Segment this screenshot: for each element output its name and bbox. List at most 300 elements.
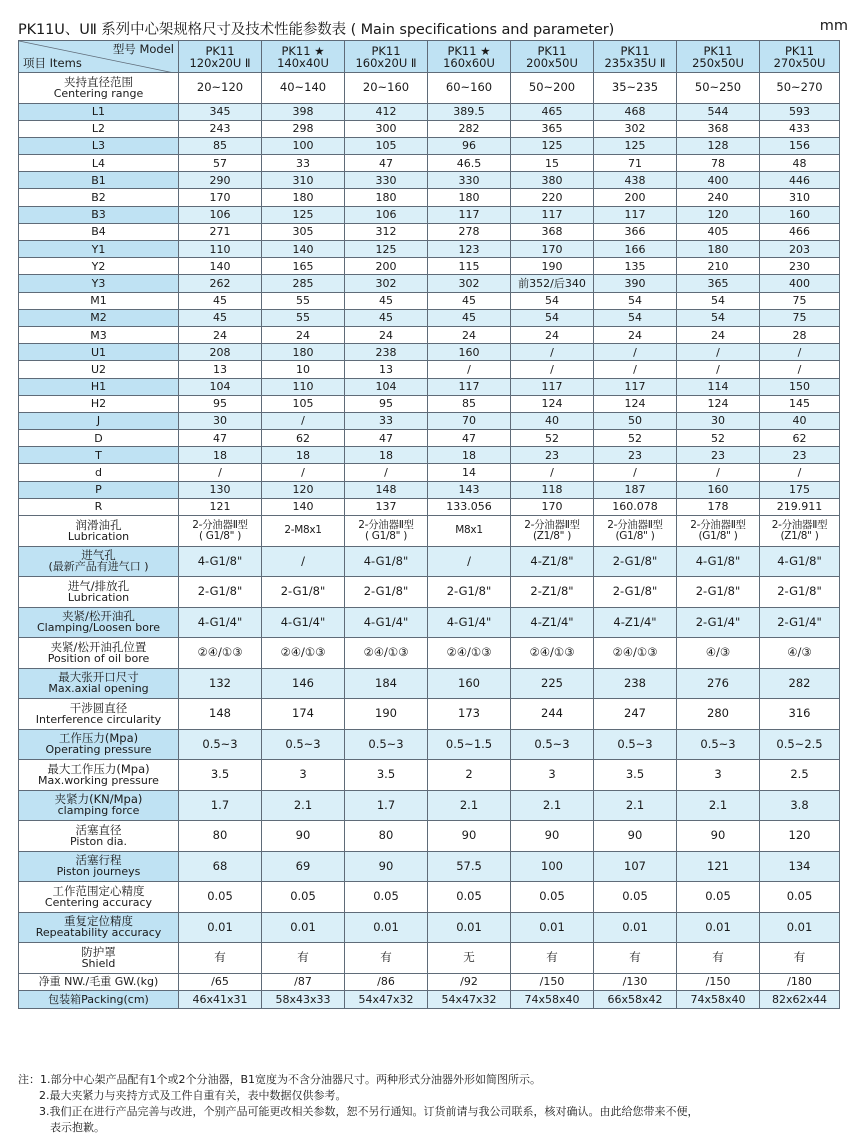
row-label: d [19, 464, 179, 481]
table-cell: 0.01 [179, 912, 262, 943]
table-cell: ②④/①③ [594, 638, 677, 669]
model-line1: PK11 [620, 43, 650, 58]
table-cell: /65 [179, 973, 262, 990]
table-cell: 0.05 [262, 882, 345, 913]
table-cell: 544 [677, 103, 760, 120]
table-cell: 4-G1/8" [677, 546, 760, 577]
table-cell: ④/③ [677, 638, 760, 669]
header-row [19, 41, 840, 73]
table-cell: 55 [262, 292, 345, 309]
table-cell: 24 [345, 326, 428, 343]
table-cell: 有 [760, 943, 840, 974]
table-cell: 45 [428, 309, 511, 326]
table-cell: 23 [511, 447, 594, 464]
table-cell [428, 516, 511, 547]
model-line1: PK11 [205, 43, 235, 58]
table-cell: /130 [594, 973, 677, 990]
row-label-en: Centering range [53, 86, 144, 100]
table-cell: 54 [677, 309, 760, 326]
table-cell: 68 [179, 851, 262, 882]
table-cell: 438 [594, 172, 677, 189]
table-cell: 125 [594, 137, 677, 154]
table-cell: 230 [760, 258, 840, 275]
note-line: 2.最大夹紧力与夹持方式及工件自重有关，表中数据仅供参考。 [39, 1089, 347, 1102]
table-row [19, 241, 840, 258]
table-cell: 400 [677, 172, 760, 189]
table-row [19, 206, 840, 223]
table-cell: /87 [262, 973, 345, 990]
model-header [594, 41, 677, 73]
model-line2: 250x50U [692, 55, 744, 70]
table-cell: 125 [345, 241, 428, 258]
table-cell: 106 [345, 206, 428, 223]
table-cell: 47 [345, 430, 428, 447]
model-header [760, 41, 840, 73]
table-cell: 117 [511, 206, 594, 223]
table-cell: 225 [511, 668, 594, 699]
table-cell: 2-G1/8" [594, 577, 677, 608]
table-cell: 45 [345, 292, 428, 309]
table-cell: 203 [760, 241, 840, 258]
row-label: Y1 [19, 241, 179, 258]
table-cell: 0.01 [345, 912, 428, 943]
model-line1: PK11 ★ [281, 43, 325, 58]
model-line2: 160x20U Ⅱ [355, 55, 417, 70]
table-cell: /180 [760, 973, 840, 990]
table-cell: 150 [760, 378, 840, 395]
table-cell: 298 [262, 120, 345, 137]
table-cell: 134 [760, 851, 840, 882]
table-cell: 278 [428, 223, 511, 240]
table-cell [677, 516, 760, 547]
row-label-en: Max.axial opening [48, 682, 149, 696]
model-header [179, 41, 262, 73]
table-row [19, 326, 840, 343]
table-cell: 4-G1/4" [179, 607, 262, 638]
row-label: H1 [19, 378, 179, 395]
table-cell: 30 [179, 412, 262, 429]
table-cell: 120 [262, 481, 345, 498]
table-cell: 175 [760, 481, 840, 498]
table-row [19, 729, 840, 760]
table-cell: 10 [262, 361, 345, 378]
table-cell: 18 [262, 447, 345, 464]
table-cell: 310 [262, 172, 345, 189]
cell-line1: 2-分油器Ⅱ型 [771, 518, 828, 531]
cell-line1: 2-分油器Ⅱ型 [192, 518, 248, 531]
table-cell: 104 [345, 378, 428, 395]
table-row [19, 223, 840, 240]
row-label [19, 882, 179, 913]
table-cell: 120 [677, 206, 760, 223]
table-cell: 1.7 [179, 790, 262, 821]
table-cell: 105 [345, 137, 428, 154]
table-cell: 125 [262, 206, 345, 223]
table-row [19, 851, 840, 882]
table-cell: 4-Z1/8" [511, 546, 594, 577]
note-line: 表示抱歉。 [50, 1121, 105, 1134]
table-cell: ②④/①③ [511, 638, 594, 669]
table-cell: 366 [594, 223, 677, 240]
table-row [19, 668, 840, 699]
table-row [19, 577, 840, 608]
table-cell: 0.5~3 [677, 729, 760, 760]
table-cell: 90 [677, 821, 760, 852]
row-label-zh: 工作范围定心精度 [52, 883, 145, 898]
table-cell: / [511, 361, 594, 378]
row-label [19, 943, 179, 974]
table-cell: ②④/①③ [345, 638, 428, 669]
table-cell: 0.5~3 [511, 729, 594, 760]
table-row [19, 103, 840, 120]
table-cell: 20~160 [345, 73, 428, 104]
table-cell: 2-G1/8" [345, 577, 428, 608]
table-cell: 75 [760, 309, 840, 326]
table-cell: 33 [262, 155, 345, 172]
table-cell: 160 [428, 668, 511, 699]
table-cell: 0.5~3 [594, 729, 677, 760]
table-cell: / [345, 464, 428, 481]
table-cell: / [262, 546, 345, 577]
table-cell: 无 [428, 943, 511, 974]
row-label: J [19, 412, 179, 429]
row-label [19, 912, 179, 943]
table-cell: 146 [262, 668, 345, 699]
row-label-en: clamping force [57, 804, 140, 818]
table-cell: ②④/①③ [428, 638, 511, 669]
row-label [19, 516, 179, 547]
table-cell: 50 [594, 412, 677, 429]
row-label-zh: 夹持直径范围 [64, 74, 133, 89]
table-cell: 310 [760, 189, 840, 206]
table-cell: 57 [179, 155, 262, 172]
table-cell: 170 [511, 498, 594, 515]
table-row [19, 943, 840, 974]
table-row [19, 412, 840, 429]
table-cell: 71 [594, 155, 677, 172]
table-cell: 290 [179, 172, 262, 189]
row-label-en: Centering accuracy [44, 895, 153, 909]
table-cell: 45 [428, 292, 511, 309]
table-cell: 114 [677, 378, 760, 395]
row-label: U2 [19, 361, 179, 378]
table-row [19, 430, 840, 447]
table-cell: / [760, 464, 840, 481]
table-cell: 145 [760, 395, 840, 412]
table-cell: 140 [179, 258, 262, 275]
table-cell: / [262, 412, 345, 429]
table-cell: 54 [511, 292, 594, 309]
table-cell: 74x58x40 [511, 990, 594, 1008]
table-cell: 465 [511, 103, 594, 120]
table-cell: 412 [345, 103, 428, 120]
table-cell: 282 [760, 668, 840, 699]
table-cell: / [594, 361, 677, 378]
table-cell: 110 [262, 378, 345, 395]
table-cell: 302 [428, 275, 511, 292]
table-cell: 55 [262, 309, 345, 326]
table-cell: 46.5 [428, 155, 511, 172]
table-cell: 有 [345, 943, 428, 974]
table-cell: 118 [511, 481, 594, 498]
table-cell: 30 [677, 412, 760, 429]
table-cell: 0.5~3 [179, 729, 262, 760]
table-cell: 75 [760, 292, 840, 309]
table-cell: 174 [262, 699, 345, 730]
cell-line2: ( G1/8" ) [198, 529, 242, 542]
table-cell: 219.911 [760, 498, 840, 515]
table-cell: 24 [428, 326, 511, 343]
table-cell: 110 [179, 241, 262, 258]
cell-line1: M8x1 [455, 524, 483, 537]
table-cell: 50~270 [760, 73, 840, 104]
row-label-en: Shield [81, 956, 116, 970]
row-label: M3 [19, 326, 179, 343]
table-row [19, 464, 840, 481]
table-cell: 54x47x32 [428, 990, 511, 1008]
row-label [19, 638, 179, 669]
table-cell: 170 [179, 189, 262, 206]
table-row [19, 361, 840, 378]
row-label-zh: 活塞直径 [75, 822, 122, 837]
table-cell: 85 [179, 137, 262, 154]
table-cell: 52 [511, 430, 594, 447]
table-cell: 280 [677, 699, 760, 730]
page-title: PK11U、UⅡ 系列中心架规格尺寸及技术性能参数表 ( Main specifications and parameter) [18, 22, 615, 38]
table-cell: 2-G1/4" [760, 607, 840, 638]
row-label-en: Piston journeys [56, 865, 141, 879]
table-cell: ④/③ [760, 638, 840, 669]
table-cell: 0.01 [594, 912, 677, 943]
table-cell [179, 516, 262, 547]
row-label [19, 851, 179, 882]
table-cell: 180 [345, 189, 428, 206]
table-cell: 78 [677, 155, 760, 172]
table-cell: 2.1 [262, 790, 345, 821]
table-cell: 135 [594, 258, 677, 275]
table-row [19, 882, 840, 913]
row-label: B1 [19, 172, 179, 189]
table-cell: 有 [262, 943, 345, 974]
table-cell: 180 [262, 189, 345, 206]
table-row [19, 344, 840, 361]
table-cell: 190 [511, 258, 594, 275]
row-label: B2 [19, 189, 179, 206]
cell-line2: ( G1/8" ) [364, 529, 408, 542]
row-label: R [19, 498, 179, 515]
table-cell: 90 [345, 851, 428, 882]
table-cell: 90 [511, 821, 594, 852]
table-cell: 124 [594, 395, 677, 412]
table-cell: 前352/后340 [511, 275, 594, 292]
notes [18, 1072, 848, 1136]
table-cell: 276 [677, 668, 760, 699]
table-cell: / [677, 464, 760, 481]
row-label-zh: 润滑油孔 [75, 517, 122, 532]
table-cell: 0.05 [594, 882, 677, 913]
table-cell: 3.5 [594, 760, 677, 791]
table-cell: 148 [179, 699, 262, 730]
model-header [428, 41, 511, 73]
table-cell: 95 [345, 395, 428, 412]
table-cell: 0.01 [677, 912, 760, 943]
table-cell: 2-G1/8" [594, 546, 677, 577]
table-cell: 117 [428, 206, 511, 223]
row-label: L2 [19, 120, 179, 137]
table-cell: 282 [428, 120, 511, 137]
table-cell: 0.01 [262, 912, 345, 943]
table-cell: 365 [677, 275, 760, 292]
table-cell: 82x62x44 [760, 990, 840, 1008]
table-cell: 262 [179, 275, 262, 292]
table-cell: 14 [428, 464, 511, 481]
row-label-zh: 夹紧/松开油孔位置 [50, 639, 147, 654]
note-line: 3.我们正在进行产品完善与改进，个别产品可能更改相关参数，恕不另行通知。订货前请与我公司联系，核对确认。由此给您带来不便， [39, 1105, 699, 1118]
table-row [19, 292, 840, 309]
model-header [262, 41, 345, 73]
table-cell: 160 [677, 481, 760, 498]
table-cell: 117 [594, 206, 677, 223]
table-cell: 0.05 [677, 882, 760, 913]
cell-line1: 2-M8x1 [284, 524, 322, 537]
table-cell: 390 [594, 275, 677, 292]
table-cell: 160 [428, 344, 511, 361]
table-cell: 405 [677, 223, 760, 240]
table-cell: 23 [677, 447, 760, 464]
table-cell: 0.01 [760, 912, 840, 943]
table-cell: 2-G1/4" [677, 607, 760, 638]
table-cell: 2-G1/8" [262, 577, 345, 608]
cell-line1: 2-分油器Ⅱ型 [690, 518, 746, 531]
row-label-en: Lubrication [67, 529, 130, 543]
row-label: M1 [19, 292, 179, 309]
table-cell: / [594, 344, 677, 361]
table-cell: 70 [428, 412, 511, 429]
model-line1: PK11 [703, 43, 733, 58]
table-cell: 468 [594, 103, 677, 120]
table-cell: 166 [594, 241, 677, 258]
row-label: H2 [19, 395, 179, 412]
row-label: 包装箱Packing(cm) [19, 990, 179, 1008]
table-cell: 156 [760, 137, 840, 154]
row-label: M2 [19, 309, 179, 326]
table-cell: 124 [677, 395, 760, 412]
table-cell: 有 [594, 943, 677, 974]
table-cell: 4-G1/8" [345, 546, 428, 577]
cell-line2: (G1/8" ) [698, 529, 738, 542]
table-cell: ②④/①③ [179, 638, 262, 669]
table-cell: 96 [428, 137, 511, 154]
model-header [677, 41, 760, 73]
table-cell [262, 516, 345, 547]
table-cell: 54 [511, 309, 594, 326]
table-cell: 69 [262, 851, 345, 882]
table-cell: 2-G1/8" [428, 577, 511, 608]
table-row [19, 481, 840, 498]
table-cell: / [677, 344, 760, 361]
row-label [19, 790, 179, 821]
table-cell: 400 [760, 275, 840, 292]
table-row [19, 172, 840, 189]
table-cell: 23 [760, 447, 840, 464]
table-row [19, 516, 840, 547]
model-label: 型号 Model [112, 42, 174, 56]
table-cell: 0.05 [179, 882, 262, 913]
row-label: L1 [19, 103, 179, 120]
cell-line2: (G1/8" ) [615, 529, 655, 542]
model-line1: PK11 ★ [447, 43, 491, 58]
row-label-zh: 防护罩 [81, 944, 116, 959]
table-cell: 18 [428, 447, 511, 464]
table-cell: 0.05 [760, 882, 840, 913]
row-label [19, 821, 179, 852]
row-label-en: Clamping/Loosen bore [36, 621, 160, 635]
row-label: T [19, 447, 179, 464]
table-cell: 2-G1/8" [760, 577, 840, 608]
table-cell: / [262, 464, 345, 481]
row-label-zh: 最大工作压力(Mpa) [47, 761, 150, 776]
table-row [19, 912, 840, 943]
row-label-en: Interference circularity [35, 712, 162, 726]
table-cell: 24 [594, 326, 677, 343]
table-cell: 104 [179, 378, 262, 395]
table-cell: / [428, 361, 511, 378]
table-cell: 240 [677, 189, 760, 206]
table-cell: 85 [428, 395, 511, 412]
table-cell: 0.5~3 [345, 729, 428, 760]
table-cell: 0.05 [345, 882, 428, 913]
table-row [19, 189, 840, 206]
table-cell: 170 [511, 241, 594, 258]
table-cell: 190 [345, 699, 428, 730]
cell-line1: 2-分油器Ⅱ型 [358, 518, 414, 531]
table-cell: ②④/①③ [262, 638, 345, 669]
table-cell: 2.1 [511, 790, 594, 821]
table-row [19, 275, 840, 292]
table-row [19, 790, 840, 821]
table-cell: 1.7 [345, 790, 428, 821]
table-cell: 4-G1/4" [345, 607, 428, 638]
table-cell: 132 [179, 668, 262, 699]
table-cell: 180 [677, 241, 760, 258]
table-cell: 466 [760, 223, 840, 240]
spec-body [19, 73, 840, 1009]
model-line2: 160x60U [443, 55, 495, 70]
table-cell: 62 [760, 430, 840, 447]
model-line1: PK11 [784, 43, 815, 58]
table-cell: 47 [179, 430, 262, 447]
table-cell [511, 516, 594, 547]
table-cell: 2-Z1/8" [511, 577, 594, 608]
table-cell: 52 [677, 430, 760, 447]
table-cell: 398 [262, 103, 345, 120]
table-cell: 2.1 [428, 790, 511, 821]
table-cell: 243 [179, 120, 262, 137]
model-line2: 270x50U [773, 55, 826, 70]
table-cell: 62 [262, 430, 345, 447]
row-label-zh: 重复定位精度 [64, 914, 133, 929]
table-cell: 200 [594, 189, 677, 206]
table-cell: 3.5 [345, 760, 428, 791]
table-cell: /150 [511, 973, 594, 990]
row-label [19, 699, 179, 730]
model-line2: 140x40U [277, 55, 329, 70]
table-cell: 52 [594, 430, 677, 447]
cell-line1: 2-分油器Ⅱ型 [524, 518, 580, 531]
table-cell: 2-G1/8" [179, 577, 262, 608]
table-cell: 117 [428, 378, 511, 395]
table-cell: 33 [345, 412, 428, 429]
